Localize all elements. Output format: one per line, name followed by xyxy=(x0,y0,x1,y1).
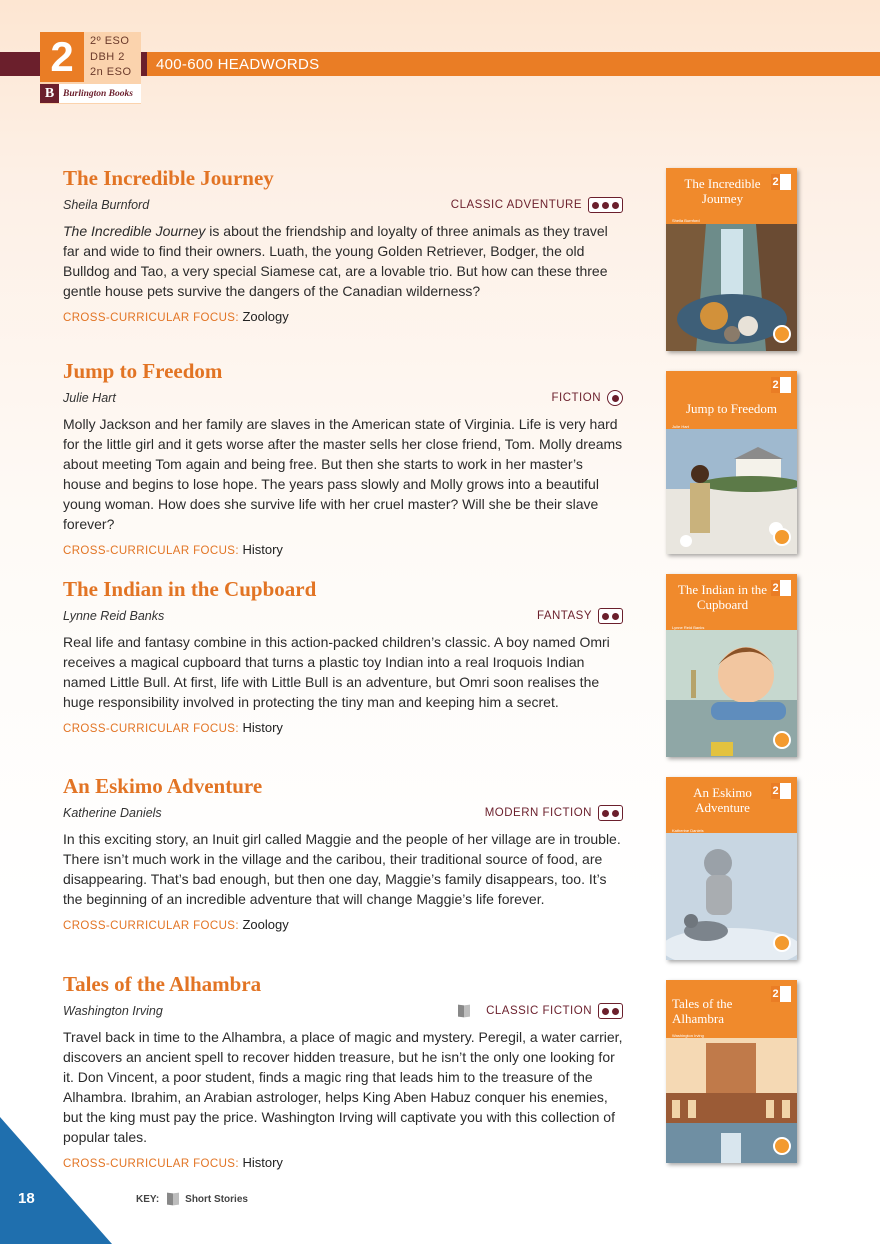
book-description-text: is about the friendship and loyalty of three animals as they travel far and wide to find their owners. Luath, the young Golden Retriever, Bodger, the old Bulldog and Tao, a very special Siamese cat, are a lovable trio. But how can these three gentle house pets survive the dangers of the Canadian wilderness? xyxy=(63,223,608,299)
book-title: An Eskimo Adventure xyxy=(63,774,263,798)
book-description: In this exciting story, an Inuit girl called Maggie and the people of her village are in trouble. There isn’t much work in the village and the caribou, their traditional source of food, are disappearing. That’s bad enough, but then one day, Maggie’s family disappears, too. It’s the beginning of an incredible adventure that will change Maggie’s life forever. xyxy=(63,831,621,907)
genre-label: CLASSIC ADVENTURE xyxy=(450,199,582,211)
cross-curricular-focus xyxy=(63,1155,623,1170)
level-label: 2º ESO xyxy=(90,35,130,47)
genre-tag xyxy=(537,607,623,625)
cover-author: Sheila Burnford xyxy=(672,218,700,223)
short-stories-book-icon xyxy=(167,1192,179,1206)
legend-key xyxy=(136,1192,248,1206)
book-author: Washington Irving xyxy=(63,1004,163,1018)
focus-value: History xyxy=(242,542,283,557)
cover-title: An Eskimo Adventure xyxy=(693,785,752,815)
key-label: KEY: xyxy=(136,1193,160,1205)
book-description: Travel back in time to the Alhambra, a place of magic and mystery. Peregil, a water carrier, discovers an ancient spell to recover hidden treasure, but he isn’t the only one looking for it. Don Vincent, a poor student, finds a magic ring that leads him to the treasure of the Alhambra. Ibrahim, an Arabian astrologer, helps King Aben Habuz conquer his enemies, but the king must pay the price. Washington Irving will captivate you with this collection of popular tales. xyxy=(63,1029,623,1145)
cover-author: Julie Hart xyxy=(672,424,689,429)
cover-seal xyxy=(773,325,791,343)
focus-value: History xyxy=(242,720,283,735)
cover-seal xyxy=(773,1137,791,1155)
cover-level-badge xyxy=(771,377,791,393)
difficulty-dot xyxy=(602,613,609,620)
book-description: Molly Jackson and her family are slaves in the American state of Virginia. Life is very hard for the little girl and it gets worse after the master sells her close friend, Tom. Molly dreams about meeting Tom again and being free. But then she starts to work in her master’s house and begins to lose hope. The years pass slowly and Molly grows into a beautiful young woman. How does she survive life with her cruel master? Will she be their slave forever? xyxy=(63,416,623,532)
book-entry xyxy=(63,359,623,557)
header-bar-accent xyxy=(395,52,880,76)
book-entry xyxy=(63,774,623,932)
cover-seal xyxy=(773,528,791,546)
difficulty-dot xyxy=(602,202,609,209)
cover-title: Tales of the Alhambra xyxy=(672,996,733,1026)
cover-title: The Incredible Journey xyxy=(684,176,761,206)
book-author: Lynne Reid Banks xyxy=(63,609,165,623)
book-entry xyxy=(63,972,623,1170)
difficulty-dot xyxy=(612,810,619,817)
cover-level-badge xyxy=(771,580,791,596)
page-number: 18 xyxy=(18,1190,35,1207)
book-title: Tales of the Alhambra xyxy=(63,972,262,996)
difficulty-dot xyxy=(602,1008,609,1015)
genre-label: MODERN FICTION xyxy=(484,807,592,819)
book-author: Julie Hart xyxy=(63,391,116,405)
cover-author: Katherine Daniels xyxy=(672,828,704,833)
focus-value: History xyxy=(242,1155,283,1170)
genre-tag xyxy=(451,196,623,214)
cover-seal xyxy=(773,731,791,749)
book-entry xyxy=(63,166,623,324)
difficulty-dot xyxy=(612,202,619,209)
cross-curricular-focus xyxy=(63,542,623,557)
cover-level-badge xyxy=(771,986,791,1002)
book-description xyxy=(63,221,623,301)
key-item: Short Stories xyxy=(185,1193,248,1205)
focus-label: CROSS-CURRICULAR FOCUS: xyxy=(63,1158,239,1170)
publisher-name: Burlington Books xyxy=(63,88,133,99)
book-author: Katherine Daniels xyxy=(63,806,162,820)
book-entry xyxy=(63,577,623,735)
difficulty-dot xyxy=(592,202,599,209)
book-cover[interactable] xyxy=(666,371,797,554)
level-number: 2 xyxy=(40,32,84,82)
book-cover[interactable] xyxy=(666,777,797,960)
difficulty-indicator xyxy=(598,805,623,821)
headwords-label: 400-600 HEADWORDS xyxy=(156,56,320,73)
focus-label: CROSS-CURRICULAR FOCUS: xyxy=(63,545,239,557)
difficulty-indicator xyxy=(598,608,623,624)
genre-tag xyxy=(552,389,624,407)
difficulty-dot xyxy=(612,613,619,620)
book-description-title: The Incredible Journey xyxy=(63,223,206,239)
cover-level-badge xyxy=(771,174,791,190)
difficulty-dot xyxy=(612,395,619,402)
difficulty-dot xyxy=(602,810,609,817)
difficulty-dot xyxy=(612,1008,619,1015)
book-author: Sheila Burnford xyxy=(63,198,150,212)
book-title: The Indian in the Cupboard xyxy=(63,577,317,601)
difficulty-indicator xyxy=(588,197,623,213)
cover-seal xyxy=(773,934,791,952)
book-title: The Incredible Journey xyxy=(63,166,274,190)
genre-label: FANTASY xyxy=(536,610,592,622)
book-cover[interactable] xyxy=(666,980,797,1163)
cross-curricular-focus xyxy=(63,720,623,735)
focus-label: CROSS-CURRICULAR FOCUS: xyxy=(63,723,239,735)
genre-tag xyxy=(485,804,623,822)
cover-author: Lynne Reid Banks xyxy=(672,625,705,630)
difficulty-indicator xyxy=(607,390,623,406)
cover-title: Jump to Freedom xyxy=(686,401,777,416)
genre-label: FICTION xyxy=(551,392,601,404)
focus-label: CROSS-CURRICULAR FOCUS: xyxy=(63,920,239,932)
publisher-logo xyxy=(40,84,141,103)
genre-label: CLASSIC FICTION xyxy=(486,1005,592,1017)
focus-value: Zoology xyxy=(242,309,289,324)
cover-title: The Indian in the Cupboard xyxy=(677,582,768,612)
book-description: Real life and fantasy combine in this action-packed children’s classic. A boy named Omri receives a magical cupboard that turns a plastic toy Indian into a real Iroquois Indian named Little Bull. At first, life with Little Bull is an adventure, but Omri soon realises the huge responsibility involved in protecting the tiny man and keeping him a secret. xyxy=(63,634,610,710)
book-cover[interactable] xyxy=(666,574,797,757)
difficulty-indicator xyxy=(598,1003,623,1019)
level-list xyxy=(90,34,132,81)
cover-level-badge xyxy=(771,783,791,799)
cover-author: Washington Irving xyxy=(672,1033,704,1038)
publisher-initial: B xyxy=(40,84,59,103)
book-title: Jump to Freedom xyxy=(63,359,223,383)
focus-value: Zoology xyxy=(242,917,289,932)
short-stories-book-icon xyxy=(458,1004,470,1018)
page-corner xyxy=(0,1117,112,1244)
focus-label: CROSS-CURRICULAR FOCUS: xyxy=(63,312,239,324)
cross-curricular-focus xyxy=(63,309,623,324)
cross-curricular-focus xyxy=(63,917,623,932)
level-label: DBH 2 xyxy=(90,50,125,63)
book-cover[interactable] xyxy=(666,168,797,351)
level-label: 2n ESO xyxy=(90,66,132,78)
genre-tag xyxy=(458,1002,623,1020)
